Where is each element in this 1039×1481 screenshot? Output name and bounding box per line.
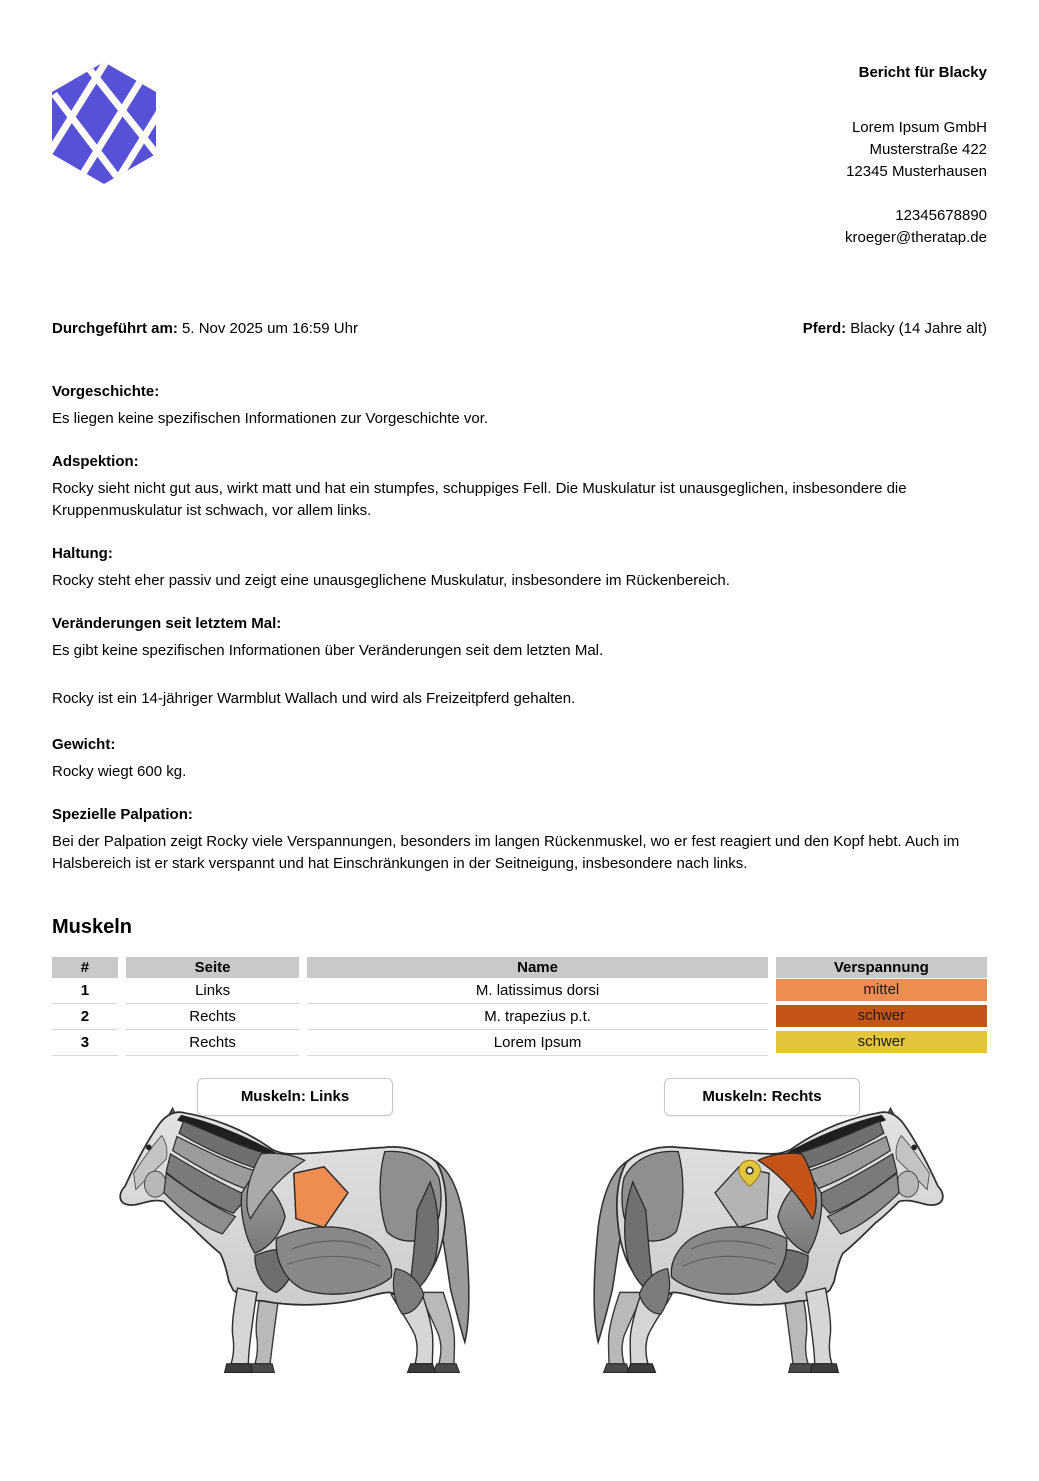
section-adspektion [52, 451, 987, 522]
horse-muscle-diagram-left [112, 1106, 480, 1377]
col-header-num: # [52, 957, 118, 978]
header [52, 0, 987, 249]
cell-num: 2 [52, 1004, 118, 1030]
muscles-left-button[interactable]: Muskeln: Links [197, 1078, 393, 1116]
cell-side: Rechts [126, 1004, 300, 1030]
muscles-table [44, 957, 995, 1056]
table-row [52, 978, 987, 1004]
table-row [52, 1004, 987, 1030]
cell-name: M. latissimus dorsi [307, 978, 767, 1004]
section-palpation [52, 804, 987, 875]
section-veraenderungen [52, 613, 987, 662]
tension-badge: mittel [776, 979, 987, 1001]
horse-muscle-diagram-right [583, 1106, 951, 1377]
cell-num: 3 [52, 1030, 118, 1056]
performed-at [52, 318, 358, 340]
col-header-name: Name [307, 957, 767, 978]
cell-name: M. trapezius p.t. [307, 1004, 767, 1030]
table-row [52, 1030, 987, 1056]
muscles-right-button[interactable]: Muskeln: Rechts [664, 1078, 860, 1116]
report-title: Bericht für Blacky [858, 64, 987, 81]
horse-diagrams [52, 1106, 987, 1377]
company-name: Lorem Ipsum GmbH [851, 119, 987, 136]
horse-value: Blacky (14 Jahre alt) [846, 320, 987, 337]
cell-name: Lorem Ipsum [307, 1030, 767, 1056]
section-heading: Spezielle Palpation: [52, 806, 193, 823]
sender-address-block [845, 62, 987, 249]
cell-side: Rechts [126, 1030, 300, 1056]
section-text: Es liegen keine spezifischen Informationen zur Vorgeschichte vor. [52, 410, 489, 427]
performed-label: Durchgeführt am: [52, 320, 178, 337]
diagram-buttons-row [52, 1078, 987, 1116]
section-heading: Adspektion: [52, 453, 139, 470]
city: 12345 Musterhausen [846, 163, 987, 180]
section-text: Bei der Palpation zeigt Rocky viele Verspannungen, besonders im langen Rückenmuskel, wo er fest reagiert und den Kopf hebt. Auch im Halsbereich ist er stark verspannt und hat Einschränkungen in der Seitneigung, insbesondere nach links. [52, 833, 960, 872]
horse-summary-paragraph: Rocky ist ein 14-jähriger Warmblut Wallach und wird als Freizeitpferd gehalten. [52, 690, 576, 707]
tension-badge: schwer [776, 1005, 987, 1027]
section-text: Rocky sieht nicht gut aus, wirkt matt und hat ein stumpfes, schuppiges Fell. Die Muskulatur ist unausgeglichen, insbesondere die Kruppenmuskulatur ist schwach, vor allem links. [52, 480, 907, 519]
col-header-tension: Verspannung [776, 957, 987, 978]
col-header-side: Seite [126, 957, 300, 978]
section-text: Rocky wiegt 600 kg. [52, 763, 187, 780]
section-gewicht [52, 734, 987, 783]
tension-badge: schwer [776, 1031, 987, 1053]
meta-row [52, 318, 987, 340]
section-text: Es gibt keine spezifischen Informationen über Veränderungen seit dem letzten Mal. [52, 642, 604, 659]
email: kroeger@theratap.de [845, 229, 987, 246]
section-vorgeschichte [52, 381, 987, 430]
section-text: Rocky steht eher passiv und zeigt eine unausgeglichene Muskulatur, insbesondere im Rückenbereich. [52, 572, 730, 589]
section-haltung [52, 543, 987, 592]
horse-label: Pferd: [802, 320, 847, 337]
horse-info [803, 318, 987, 340]
muscles-heading: Muskeln [52, 916, 133, 938]
hexagon-lattice-logo [52, 62, 156, 184]
section-heading: Vorgeschichte: [52, 383, 160, 400]
cell-side: Links [126, 978, 300, 1004]
street: Musterstraße 422 [869, 141, 987, 158]
section-heading: Veränderungen seit letztem Mal: [52, 615, 282, 632]
phone: 12345678890 [895, 207, 987, 224]
performed-value: 5. Nov 2025 um 16:59 Uhr [177, 320, 358, 337]
section-heading: Haltung: [52, 545, 113, 562]
table-header-row [52, 957, 987, 978]
cell-num: 1 [52, 978, 118, 1004]
section-heading: Gewicht: [52, 736, 116, 753]
